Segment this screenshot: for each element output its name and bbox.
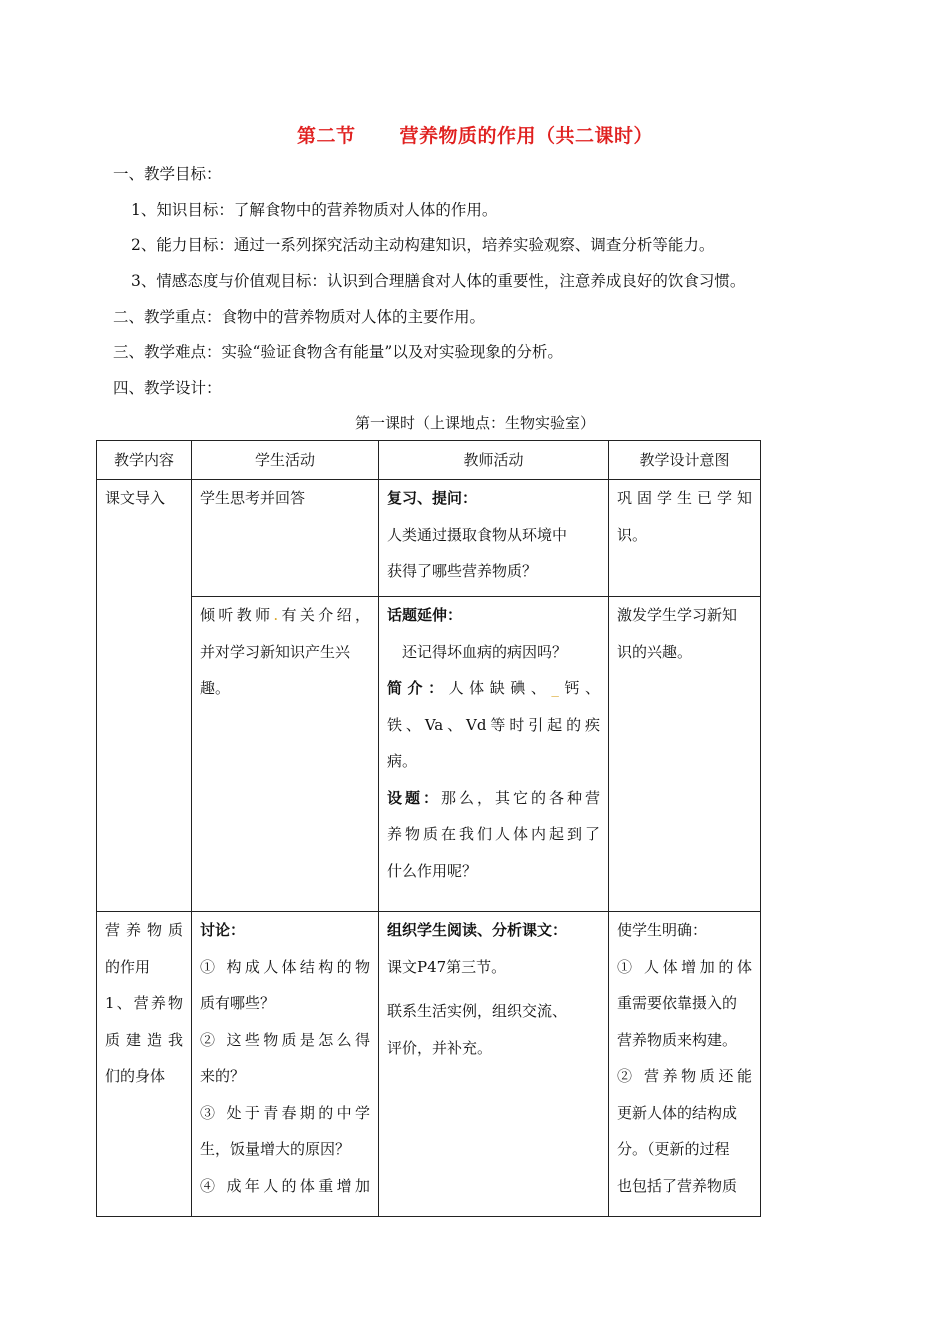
cell-student-listen: 倾听教师.有关介绍， 并对学习新知识产生兴 趣。 [192, 597, 379, 912]
title-section: 第二节 [296, 125, 356, 147]
cell-intent-intro: 巩固学生已学知 识。 [609, 480, 761, 597]
section-key-points: 二、教学重点：食物中的营养物质对人体的主要作用。 [113, 308, 486, 326]
header-intent: 教学设计意图 [609, 441, 761, 480]
cell-content-nutrients: 营养物质 的作用 1、营养物 质建造我 们的身体 [97, 912, 192, 1217]
cell-teacher-intro: 复习、提问： 人类通过摄取食物从环境中 获得了哪些营养物质？ [379, 480, 609, 597]
table-row [97, 912, 761, 1217]
header-teacher: 教师活动 [379, 441, 609, 480]
highlight-mark: _ [551, 679, 559, 697]
section-objectives: 一、教学目标： [113, 165, 222, 183]
highlight-mark: . [273, 606, 279, 624]
cell-student-discussion: 讨论： ① 构成人体结构的物 质有哪些？ ② 这些物质是怎么得 来的？ ③ 处于青春期的中学 生，饭量增大的原因？ ④ 成年人的体重增加 [192, 912, 379, 1217]
section-design: 四、教学设计： [113, 379, 222, 397]
cell-student-intro: 学生思考并回答 [192, 480, 379, 597]
section-difficulties: 三、教学难点：实验“验证食物含有能量”以及对实验现象的分析。 [113, 343, 563, 361]
cell-intent-nutrients: 使学生明确： ① 人体增加的体 重需要依靠摄入的 营养物质来构建。 ② 营养物质还能 更新人体的结构成 分。（更新的过程 也包括了营养物质 [609, 912, 761, 1217]
title-topic: 营养物质的作用（共二课时） [399, 125, 654, 147]
cell-intent-extension: 激发学生学习新知 识的兴趣。 [609, 597, 761, 912]
header-content: 教学内容 [97, 441, 192, 480]
cell-teacher-reading: 组织学生阅读、分析课文： 课文P47第三节。 联系生活实例，组织交流、 评价，并补充。 [379, 912, 609, 1217]
objective-ability: 2、能力目标：通过一系列探究活动主动构建知识，培养实验观察、调查分析等能力。 [131, 236, 715, 254]
table-header-row [97, 441, 761, 480]
table-caption: 第一课时（上课地点：生物实验室） [354, 414, 595, 432]
table-row [97, 480, 761, 597]
lesson-plan-table [96, 440, 761, 1217]
table-row [97, 597, 761, 912]
cell-content-intro: 课文导入 [97, 480, 192, 912]
header-student: 学生活动 [192, 441, 379, 480]
cell-teacher-extension: 话题延伸： 还记得坏血病的病因吗？ 简介：人体缺碘、_钙、 铁、Va、Vd等时引起的疾 病。 设题：那么，其它的各种营 养物质在我们人体内起到了 什么作用呢？ [379, 597, 609, 912]
objective-knowledge: 1、知识目标：了解食物中的营养物质对人体的作用。 [131, 201, 498, 219]
page-title [0, 121, 950, 148]
objective-attitude: 3、情感态度与价值观目标：认识到合理膳食对人体的重要性，注意养成良好的饮食习惯。 [131, 272, 746, 290]
